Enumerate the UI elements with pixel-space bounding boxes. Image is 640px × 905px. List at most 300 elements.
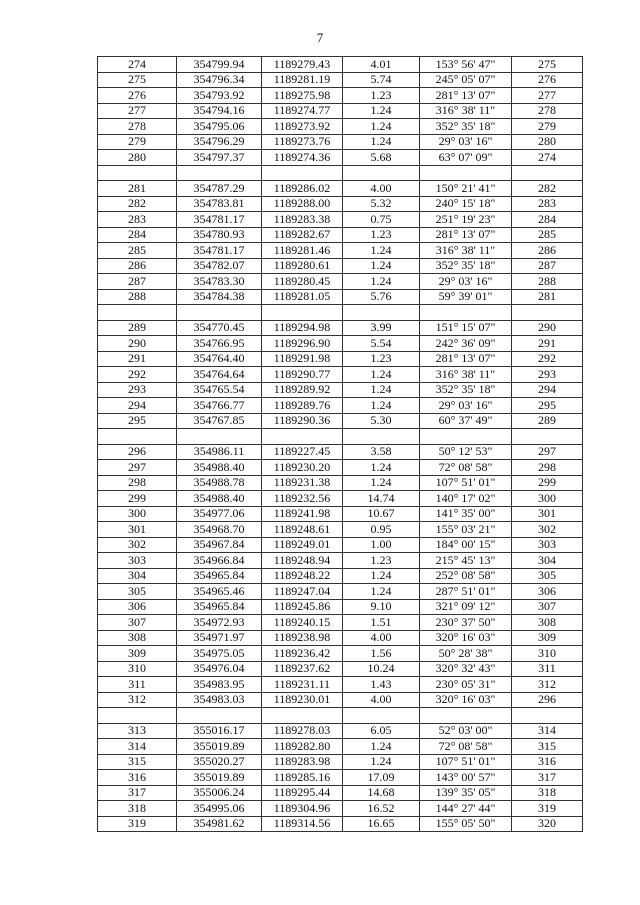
x-coordinate-cell: 354988.40 — [177, 491, 262, 507]
x-coordinate-cell: 354766.77 — [177, 398, 262, 414]
table-row — [98, 181, 583, 197]
next-point-cell: 312 — [512, 677, 583, 693]
table-row — [98, 646, 583, 662]
x-coordinate-cell: 354983.95 — [177, 677, 262, 693]
point-number-cell: 319 — [98, 816, 177, 832]
table-row — [98, 599, 583, 615]
bearing-cell: 59° 39' 01" — [420, 289, 512, 305]
point-number-cell: 279 — [98, 134, 177, 150]
distance-cell: 1.24 — [343, 475, 420, 491]
empty-cell — [177, 429, 262, 445]
y-coordinate-cell: 1189248.22 — [262, 568, 343, 584]
x-coordinate-cell: 354783.30 — [177, 274, 262, 290]
distance-cell: 4.00 — [343, 181, 420, 197]
point-number-cell: 305 — [98, 584, 177, 600]
x-coordinate-cell: 354971.97 — [177, 630, 262, 646]
point-number-cell: 283 — [98, 212, 177, 228]
next-point-cell: 310 — [512, 646, 583, 662]
empty-cell — [98, 708, 177, 724]
next-point-cell: 277 — [512, 88, 583, 104]
next-point-cell: 276 — [512, 72, 583, 88]
bearing-cell: 29° 03' 16" — [420, 134, 512, 150]
y-coordinate-cell: 1189227.45 — [262, 444, 343, 460]
y-coordinate-cell: 1189230.01 — [262, 692, 343, 708]
distance-cell: 9.10 — [343, 599, 420, 615]
distance-cell: 4.01 — [343, 57, 420, 73]
y-coordinate-cell: 1189231.11 — [262, 677, 343, 693]
next-point-cell: 279 — [512, 119, 583, 135]
table-row — [98, 723, 583, 739]
bearing-cell: 107° 51' 01" — [420, 754, 512, 770]
bearing-cell: 281° 13' 07" — [420, 88, 512, 104]
x-coordinate-cell: 354784.38 — [177, 289, 262, 305]
bearing-cell: 281° 13' 07" — [420, 351, 512, 367]
empty-cell — [98, 305, 177, 321]
next-point-cell: 304 — [512, 553, 583, 569]
y-coordinate-cell: 1189248.61 — [262, 522, 343, 538]
bearing-cell: 352° 35' 18" — [420, 258, 512, 274]
table-row — [98, 413, 583, 429]
y-coordinate-cell: 1189236.42 — [262, 646, 343, 662]
point-number-cell: 311 — [98, 677, 177, 693]
next-point-cell: 291 — [512, 336, 583, 352]
distance-cell: 5.30 — [343, 413, 420, 429]
coordinates-table-body — [98, 57, 583, 832]
x-coordinate-cell: 355016.17 — [177, 723, 262, 739]
distance-cell: 17.09 — [343, 770, 420, 786]
bearing-cell: 230° 05' 31" — [420, 677, 512, 693]
point-number-cell: 317 — [98, 785, 177, 801]
bearing-cell: 139° 35' 05" — [420, 785, 512, 801]
distance-cell: 16.65 — [343, 816, 420, 832]
distance-cell: 1.24 — [343, 103, 420, 119]
table-row — [98, 258, 583, 274]
point-number-cell: 296 — [98, 444, 177, 460]
next-point-cell: 298 — [512, 460, 583, 476]
next-point-cell: 283 — [512, 196, 583, 212]
point-number-cell: 301 — [98, 522, 177, 538]
y-coordinate-cell: 1189232.56 — [262, 491, 343, 507]
table-row — [98, 196, 583, 212]
next-point-cell: 306 — [512, 584, 583, 600]
point-number-cell: 304 — [98, 568, 177, 584]
y-coordinate-cell: 1189249.01 — [262, 537, 343, 553]
point-number-cell: 293 — [98, 382, 177, 398]
table-row — [98, 119, 583, 135]
distance-cell: 1.23 — [343, 553, 420, 569]
point-number-cell: 303 — [98, 553, 177, 569]
table-row — [98, 677, 583, 693]
bearing-cell: 316° 38' 11" — [420, 367, 512, 383]
distance-cell: 0.95 — [343, 522, 420, 538]
y-coordinate-cell: 1189281.05 — [262, 289, 343, 305]
empty-cell — [177, 708, 262, 724]
empty-cell — [512, 429, 583, 445]
next-point-cell: 296 — [512, 692, 583, 708]
point-number-cell: 284 — [98, 227, 177, 243]
table-row — [98, 227, 583, 243]
point-number-cell: 294 — [98, 398, 177, 414]
bearing-cell: 29° 03' 16" — [420, 274, 512, 290]
bearing-cell: 281° 13' 07" — [420, 227, 512, 243]
distance-cell: 14.74 — [343, 491, 420, 507]
next-point-cell: 311 — [512, 661, 583, 677]
empty-cell — [343, 305, 420, 321]
distance-cell: 14.68 — [343, 785, 420, 801]
table-row — [98, 289, 583, 305]
distance-cell: 1.24 — [343, 584, 420, 600]
y-coordinate-cell: 1189247.04 — [262, 584, 343, 600]
x-coordinate-cell: 354796.34 — [177, 72, 262, 88]
x-coordinate-cell: 354783.81 — [177, 196, 262, 212]
table-row — [98, 491, 583, 507]
y-coordinate-cell: 1189295.44 — [262, 785, 343, 801]
x-coordinate-cell: 355019.89 — [177, 770, 262, 786]
point-number-cell: 274 — [98, 57, 177, 73]
table-row — [98, 72, 583, 88]
next-point-cell: 318 — [512, 785, 583, 801]
bearing-cell: 320° 16' 03" — [420, 692, 512, 708]
table-row — [98, 88, 583, 104]
next-point-cell: 308 — [512, 615, 583, 631]
table-row — [98, 336, 583, 352]
next-point-cell: 305 — [512, 568, 583, 584]
distance-cell: 1.24 — [343, 739, 420, 755]
bearing-cell: 155° 05' 50" — [420, 816, 512, 832]
distance-cell: 4.00 — [343, 692, 420, 708]
bearing-cell: 316° 38' 11" — [420, 243, 512, 259]
y-coordinate-cell: 1189273.92 — [262, 119, 343, 135]
x-coordinate-cell: 354765.54 — [177, 382, 262, 398]
point-number-cell: 312 — [98, 692, 177, 708]
point-number-cell: 297 — [98, 460, 177, 476]
group-separator-row — [98, 305, 583, 321]
y-coordinate-cell: 1189283.38 — [262, 212, 343, 228]
empty-cell — [262, 708, 343, 724]
table-row — [98, 537, 583, 553]
point-number-cell: 285 — [98, 243, 177, 259]
empty-cell — [177, 305, 262, 321]
x-coordinate-cell: 354966.84 — [177, 553, 262, 569]
bearing-cell: 143° 00' 57" — [420, 770, 512, 786]
distance-cell: 5.76 — [343, 289, 420, 305]
distance-cell: 5.68 — [343, 150, 420, 166]
y-coordinate-cell: 1189278.03 — [262, 723, 343, 739]
distance-cell: 0.75 — [343, 212, 420, 228]
table-row — [98, 382, 583, 398]
empty-cell — [343, 708, 420, 724]
bearing-cell: 215° 45' 13" — [420, 553, 512, 569]
bearing-cell: 320° 32' 43" — [420, 661, 512, 677]
distance-cell: 1.23 — [343, 351, 420, 367]
point-number-cell: 289 — [98, 320, 177, 336]
group-separator-row — [98, 165, 583, 181]
bearing-cell: 50° 28' 38" — [420, 646, 512, 662]
next-point-cell: 303 — [512, 537, 583, 553]
next-point-cell: 286 — [512, 243, 583, 259]
y-coordinate-cell: 1189281.46 — [262, 243, 343, 259]
table-row — [98, 134, 583, 150]
point-number-cell: 316 — [98, 770, 177, 786]
y-coordinate-cell: 1189241.98 — [262, 506, 343, 522]
x-coordinate-cell: 354981.62 — [177, 816, 262, 832]
y-coordinate-cell: 1189286.02 — [262, 181, 343, 197]
next-point-cell: 302 — [512, 522, 583, 538]
table-row — [98, 398, 583, 414]
table-row — [98, 367, 583, 383]
y-coordinate-cell: 1189289.92 — [262, 382, 343, 398]
next-point-cell: 299 — [512, 475, 583, 491]
distance-cell: 1.43 — [343, 677, 420, 693]
x-coordinate-cell: 354983.03 — [177, 692, 262, 708]
next-point-cell: 290 — [512, 320, 583, 336]
y-coordinate-cell: 1189237.62 — [262, 661, 343, 677]
bearing-cell: 155° 03' 21" — [420, 522, 512, 538]
x-coordinate-cell: 354795.06 — [177, 119, 262, 135]
bearing-cell: 352° 35' 18" — [420, 382, 512, 398]
y-coordinate-cell: 1189314.56 — [262, 816, 343, 832]
point-number-cell: 278 — [98, 119, 177, 135]
next-point-cell: 280 — [512, 134, 583, 150]
point-number-cell: 277 — [98, 103, 177, 119]
x-coordinate-cell: 354764.64 — [177, 367, 262, 383]
y-coordinate-cell: 1189280.45 — [262, 274, 343, 290]
x-coordinate-cell: 354988.78 — [177, 475, 262, 491]
x-coordinate-cell: 354976.04 — [177, 661, 262, 677]
x-coordinate-cell: 354794.16 — [177, 103, 262, 119]
point-number-cell: 282 — [98, 196, 177, 212]
bearing-cell: 352° 35' 18" — [420, 119, 512, 135]
table-row — [98, 630, 583, 646]
y-coordinate-cell: 1189275.98 — [262, 88, 343, 104]
bearing-cell: 29° 03' 16" — [420, 398, 512, 414]
next-point-cell: 307 — [512, 599, 583, 615]
y-coordinate-cell: 1189296.90 — [262, 336, 343, 352]
bearing-cell: 72° 08' 58" — [420, 739, 512, 755]
point-number-cell: 290 — [98, 336, 177, 352]
next-point-cell: 282 — [512, 181, 583, 197]
table-row — [98, 770, 583, 786]
x-coordinate-cell: 355019.89 — [177, 739, 262, 755]
distance-cell: 5.54 — [343, 336, 420, 352]
x-coordinate-cell: 354988.40 — [177, 460, 262, 476]
y-coordinate-cell: 1189240.15 — [262, 615, 343, 631]
y-coordinate-cell: 1189245.86 — [262, 599, 343, 615]
table-row — [98, 150, 583, 166]
point-number-cell: 299 — [98, 491, 177, 507]
point-number-cell: 302 — [98, 537, 177, 553]
distance-cell: 3.99 — [343, 320, 420, 336]
next-point-cell: 285 — [512, 227, 583, 243]
table-row — [98, 553, 583, 569]
point-number-cell: 292 — [98, 367, 177, 383]
table-row — [98, 801, 583, 817]
empty-cell — [262, 305, 343, 321]
next-point-cell: 314 — [512, 723, 583, 739]
empty-cell — [420, 708, 512, 724]
next-point-cell: 320 — [512, 816, 583, 832]
bearing-cell: 316° 38' 11" — [420, 103, 512, 119]
next-point-cell: 316 — [512, 754, 583, 770]
bearing-cell: 242° 36' 09" — [420, 336, 512, 352]
table-row — [98, 754, 583, 770]
bearing-cell: 320° 16' 03" — [420, 630, 512, 646]
table-row — [98, 615, 583, 631]
distance-cell: 1.24 — [343, 367, 420, 383]
bearing-cell: 251° 19' 23" — [420, 212, 512, 228]
next-point-cell: 293 — [512, 367, 583, 383]
bearing-cell: 52° 03' 00" — [420, 723, 512, 739]
x-coordinate-cell: 354977.06 — [177, 506, 262, 522]
next-point-cell: 287 — [512, 258, 583, 274]
x-coordinate-cell: 354782.07 — [177, 258, 262, 274]
x-coordinate-cell: 354986.11 — [177, 444, 262, 460]
distance-cell: 1.24 — [343, 460, 420, 476]
bearing-cell: 140° 17' 02" — [420, 491, 512, 507]
table-row — [98, 785, 583, 801]
x-coordinate-cell: 354793.92 — [177, 88, 262, 104]
x-coordinate-cell: 354975.05 — [177, 646, 262, 662]
distance-cell: 1.24 — [343, 274, 420, 290]
bearing-cell: 240° 15' 18" — [420, 196, 512, 212]
y-coordinate-cell: 1189281.19 — [262, 72, 343, 88]
bearing-cell: 287° 51' 01" — [420, 584, 512, 600]
point-number-cell: 309 — [98, 646, 177, 662]
distance-cell: 1.24 — [343, 382, 420, 398]
next-point-cell: 292 — [512, 351, 583, 367]
table-row — [98, 320, 583, 336]
distance-cell: 1.24 — [343, 754, 420, 770]
distance-cell: 5.74 — [343, 72, 420, 88]
table-row — [98, 444, 583, 460]
distance-cell: 16.52 — [343, 801, 420, 817]
empty-cell — [420, 165, 512, 181]
empty-cell — [98, 165, 177, 181]
bearing-cell: 153° 56' 47" — [420, 57, 512, 73]
y-coordinate-cell: 1189280.61 — [262, 258, 343, 274]
distance-cell: 5.32 — [343, 196, 420, 212]
distance-cell: 1.51 — [343, 615, 420, 631]
bearing-cell: 150° 21' 41" — [420, 181, 512, 197]
next-point-cell: 315 — [512, 739, 583, 755]
table-row — [98, 212, 583, 228]
point-number-cell: 313 — [98, 723, 177, 739]
point-number-cell: 315 — [98, 754, 177, 770]
y-coordinate-cell: 1189282.67 — [262, 227, 343, 243]
bearing-cell: 107° 51' 01" — [420, 475, 512, 491]
table-row — [98, 661, 583, 677]
empty-cell — [262, 429, 343, 445]
bearing-cell: 321° 09' 12" — [420, 599, 512, 615]
next-point-cell: 278 — [512, 103, 583, 119]
table-row — [98, 103, 583, 119]
empty-cell — [420, 429, 512, 445]
point-number-cell: 307 — [98, 615, 177, 631]
distance-cell: 10.67 — [343, 506, 420, 522]
distance-cell: 1.00 — [343, 537, 420, 553]
empty-cell — [177, 165, 262, 181]
point-number-cell: 280 — [98, 150, 177, 166]
distance-cell: 1.24 — [343, 568, 420, 584]
group-separator-row — [98, 708, 583, 724]
y-coordinate-cell: 1189289.76 — [262, 398, 343, 414]
y-coordinate-cell: 1189248.94 — [262, 553, 343, 569]
point-number-cell: 308 — [98, 630, 177, 646]
x-coordinate-cell: 354781.17 — [177, 243, 262, 259]
table-row — [98, 243, 583, 259]
x-coordinate-cell: 354799.94 — [177, 57, 262, 73]
x-coordinate-cell: 354787.29 — [177, 181, 262, 197]
next-point-cell: 289 — [512, 413, 583, 429]
next-point-cell: 297 — [512, 444, 583, 460]
point-number-cell: 318 — [98, 801, 177, 817]
next-point-cell: 300 — [512, 491, 583, 507]
distance-cell: 1.24 — [343, 243, 420, 259]
x-coordinate-cell: 354972.93 — [177, 615, 262, 631]
bearing-cell: 144° 27' 44" — [420, 801, 512, 817]
bearing-cell: 141° 35' 00" — [420, 506, 512, 522]
x-coordinate-cell: 354965.84 — [177, 599, 262, 615]
x-coordinate-cell: 354780.93 — [177, 227, 262, 243]
y-coordinate-cell: 1189285.16 — [262, 770, 343, 786]
distance-cell: 1.23 — [343, 88, 420, 104]
bearing-cell: 72° 08' 58" — [420, 460, 512, 476]
x-coordinate-cell: 355020.27 — [177, 754, 262, 770]
x-coordinate-cell: 354965.46 — [177, 584, 262, 600]
point-number-cell: 306 — [98, 599, 177, 615]
table-row — [98, 692, 583, 708]
y-coordinate-cell: 1189273.76 — [262, 134, 343, 150]
point-number-cell: 310 — [98, 661, 177, 677]
empty-cell — [343, 429, 420, 445]
next-point-cell: 284 — [512, 212, 583, 228]
empty-cell — [512, 305, 583, 321]
point-number-cell: 314 — [98, 739, 177, 755]
table-row — [98, 351, 583, 367]
y-coordinate-cell: 1189279.43 — [262, 57, 343, 73]
point-number-cell: 298 — [98, 475, 177, 491]
x-coordinate-cell: 354764.40 — [177, 351, 262, 367]
empty-cell — [512, 165, 583, 181]
y-coordinate-cell: 1189304.96 — [262, 801, 343, 817]
coordinates-table — [97, 56, 583, 832]
table-row — [98, 506, 583, 522]
bearing-cell: 245° 05' 07" — [420, 72, 512, 88]
next-point-cell: 294 — [512, 382, 583, 398]
bearing-cell: 151° 15' 07" — [420, 320, 512, 336]
bearing-cell: 60° 37' 49" — [420, 413, 512, 429]
x-coordinate-cell: 354796.29 — [177, 134, 262, 150]
table-row — [98, 816, 583, 832]
y-coordinate-cell: 1189283.98 — [262, 754, 343, 770]
distance-cell: 10.24 — [343, 661, 420, 677]
x-coordinate-cell: 355006.24 — [177, 785, 262, 801]
page-number: 7 — [316, 30, 324, 45]
group-separator-row — [98, 429, 583, 445]
point-number-cell: 291 — [98, 351, 177, 367]
table-row — [98, 274, 583, 290]
next-point-cell: 275 — [512, 57, 583, 73]
distance-cell: 1.24 — [343, 119, 420, 135]
empty-cell — [262, 165, 343, 181]
distance-cell: 1.24 — [343, 398, 420, 414]
empty-cell — [512, 708, 583, 724]
next-point-cell: 281 — [512, 289, 583, 305]
table-row — [98, 568, 583, 584]
distance-cell: 1.23 — [343, 227, 420, 243]
x-coordinate-cell: 354770.45 — [177, 320, 262, 336]
y-coordinate-cell: 1189282.80 — [262, 739, 343, 755]
